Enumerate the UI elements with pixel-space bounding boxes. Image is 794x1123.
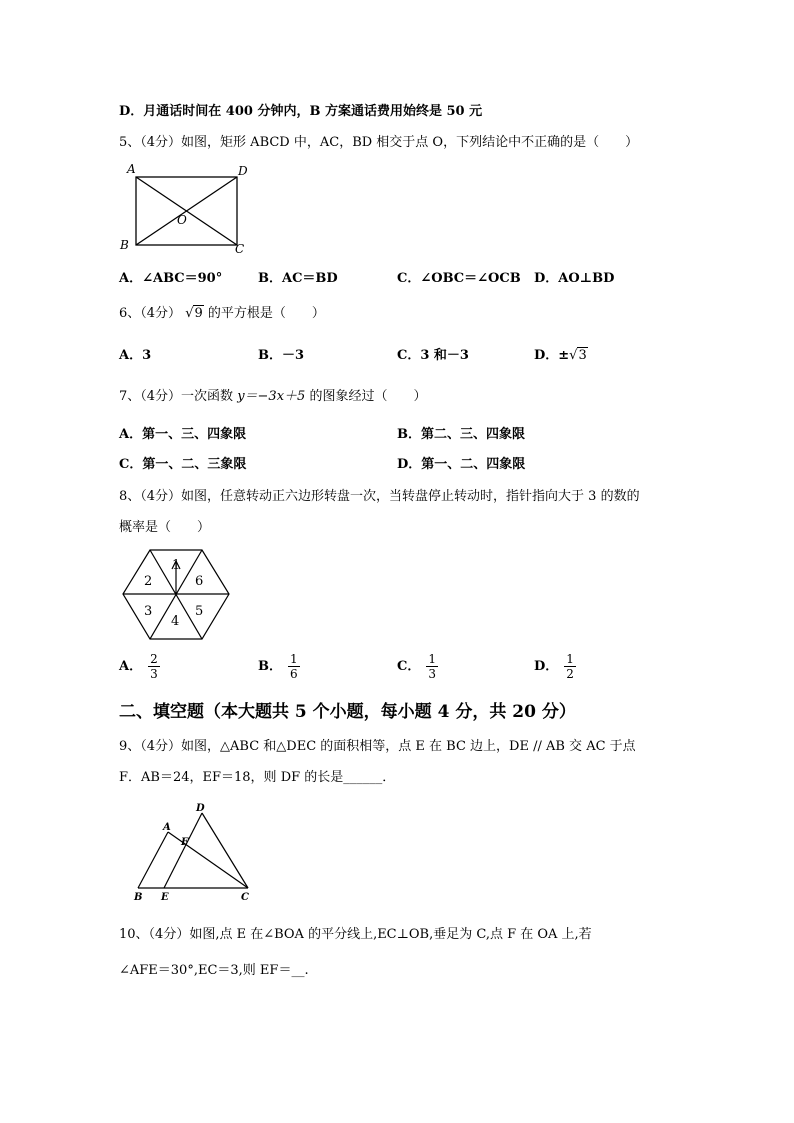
q5-label-d: D: [238, 164, 248, 178]
q8-sector-2: 2: [144, 574, 153, 589]
q7-option-a: A．第一、三、四象限: [119, 427, 247, 442]
q9-label-d: D: [196, 803, 205, 814]
q9-label-a: A: [163, 822, 171, 833]
q8-stem-line1: 8、（4分）如图，任意转动正六边形转盘一次，当转盘停止转动时，指针指向大于 3 的数的: [119, 489, 640, 504]
q10-stem-line1: 10、（4分）如图,点 E 在∠BOA 的平分线上,EC⊥OB,垂足为 C,点 F 在 OA 上,若: [119, 927, 592, 942]
q9-label-c: C: [241, 892, 249, 903]
q5-label-c: C: [235, 242, 245, 255]
q9-label-f: F: [181, 837, 189, 848]
q6-sqrt: √9: [185, 306, 203, 321]
q9-label-e: E: [161, 892, 169, 903]
q7-stem: 7、（4分）一次函数 y＝−3x＋5 的图象经过（ ）: [119, 389, 427, 404]
section-2-heading: 二、填空题（本大题共 5 个小题，每小题 4 分，共 20 分）: [119, 702, 576, 722]
q8-hexagon-spinner-figure: [119, 546, 234, 643]
q7-option-d: D．第一、二、四象限: [397, 457, 526, 472]
q5-label-a: A: [127, 162, 136, 176]
q5-label-o: O: [177, 213, 187, 227]
q7-formula: y＝−3x＋5: [237, 389, 306, 404]
q4-option-d: D．月通话时间在 400 分钟内，B 方案通话费用始终是 50 元: [119, 104, 483, 119]
q7-option-c: C．第一、二、三象限: [119, 457, 247, 472]
q6-stem: 6、（4分） √9 的平方根是（ ）: [119, 306, 325, 321]
q8-sector-1: 1: [172, 558, 181, 573]
q5-option-d: D．AO⊥BD: [534, 271, 615, 286]
q8-option-c: C． $\frac{1}{3}$: [397, 652, 436, 681]
q7-option-b: B．第二、三、四象限: [397, 427, 525, 442]
q5-option-b: B．AC＝BD: [258, 271, 338, 286]
q8-option-b: B． $\frac{1}{6}$: [258, 652, 298, 681]
q6-option-d: D．±√3: [534, 348, 587, 363]
q5-label-b: B: [120, 238, 129, 252]
q9-stem-line1: 9、（4分）如图，△ABC 和△DEC 的面积相等，点 E 在 BC 边上，DE // AB 交 AC 于点: [119, 739, 636, 754]
q9-triangle-figure: [128, 800, 258, 905]
q8-option-d: D． $\frac{1}{2}$: [534, 652, 574, 681]
q10-stem-line2: ∠AFE＝30°,EC＝3,则 EF＝__.: [119, 963, 309, 978]
q6-option-a: A．3: [119, 348, 152, 363]
q9-stem-line2: F．AB＝24，EF＝18，则 DF 的长是______．: [119, 770, 396, 785]
q5-option-a: A．∠ABC＝90°: [119, 271, 223, 286]
q8-sector-4: 4: [171, 614, 180, 629]
q8-option-a: A． $\frac{2}{3}$: [119, 652, 158, 681]
q5-rectangle-figure: [115, 160, 255, 255]
q5-option-c: C．∠OBC＝∠OCB: [397, 271, 521, 286]
q6-option-b: B．－3: [258, 348, 305, 363]
q6-option-c: C．3 和－3: [397, 348, 469, 363]
q8-sector-5: 5: [195, 604, 204, 619]
q8-sector-6: 6: [195, 574, 204, 589]
q5-stem: 5、（4分）如图，矩形 ABCD 中，AC，BD 相交于点 O，下列结论中不正确的是（ ）: [119, 135, 639, 150]
q8-sector-3: 3: [144, 604, 153, 619]
q8-stem-line2: 概率是（ ）: [119, 520, 211, 535]
q9-label-b: B: [134, 892, 143, 903]
